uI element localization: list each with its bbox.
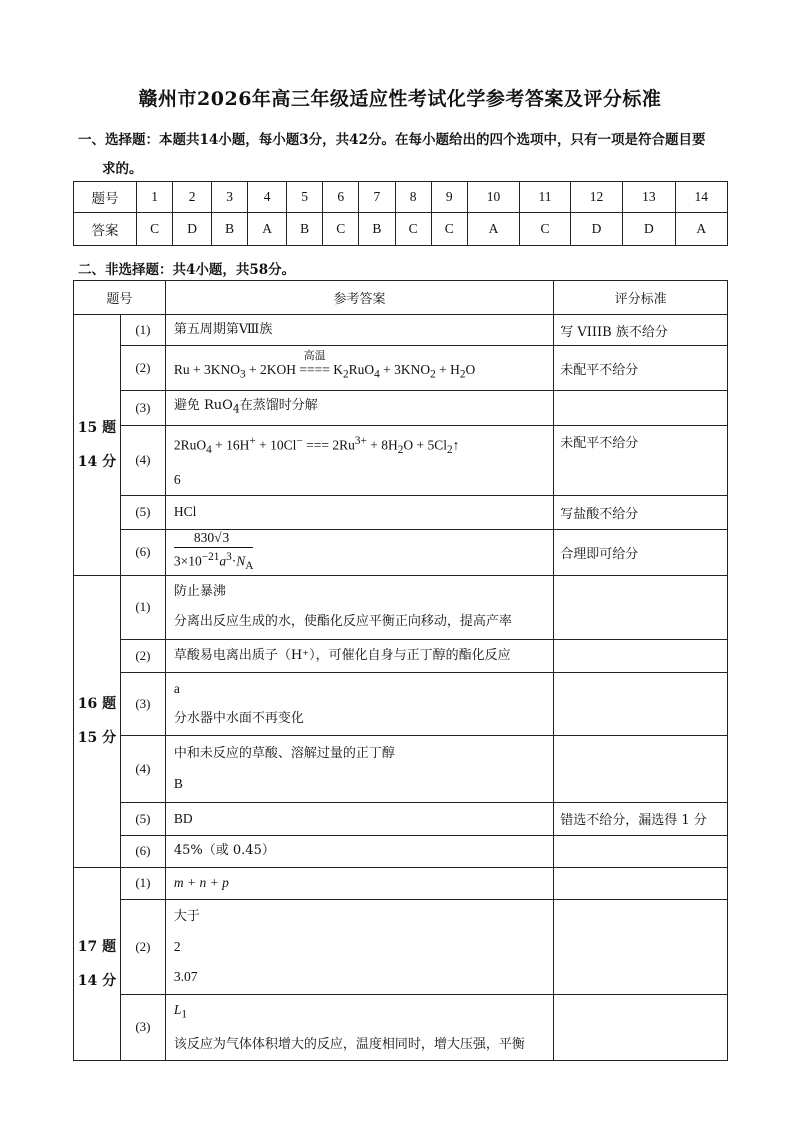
sub-number: (1) [120, 575, 165, 639]
grid-header-row [74, 281, 728, 315]
mcq-number: 1 [137, 182, 173, 213]
mcq-answer: C [431, 213, 467, 246]
table-row [74, 735, 728, 802]
criteria-cell [554, 994, 728, 1060]
question-label-15: 15 题 14 分 [74, 315, 121, 576]
answer-cell: 大于 2 3.07 [165, 899, 553, 994]
criteria-cell: 写 VIIIB 族不给分 [554, 315, 728, 346]
mcq-answer: B [212, 213, 248, 246]
mcq-number: 6 [323, 182, 359, 213]
table-row [74, 867, 728, 899]
mcq-answer: B [359, 213, 395, 246]
section2-intro: 二、非选择题：共4小题，共58分。 [78, 262, 296, 278]
header-criteria: 评分标准 [554, 281, 728, 315]
table-row [74, 994, 728, 1060]
sub-number: (3) [120, 391, 165, 426]
mcq-number: 4 [248, 182, 287, 213]
mcq-number: 2 [173, 182, 212, 213]
sub-number: (4) [120, 425, 165, 495]
criteria-cell [554, 867, 728, 899]
sub-number: (6) [120, 529, 165, 575]
mcq-answer: D [173, 213, 212, 246]
sub-number: (2) [120, 899, 165, 994]
table-row [74, 346, 728, 391]
mcq-answer-row [74, 213, 728, 246]
sub-number: (4) [120, 735, 165, 802]
mcq-answer: B [287, 213, 323, 246]
criteria-cell [554, 735, 728, 802]
mcq-answer: C [323, 213, 359, 246]
mcq-answer: C [137, 213, 173, 246]
answer-cell: 防止暴沸 分离出反应生成的水，使酯化反应平衡正向移动，提高产率 [165, 575, 553, 639]
answer-cell: 中和未反应的草酸、溶解过量的正丁醇 B [165, 735, 553, 802]
criteria-cell: 未配平不给分 [554, 425, 728, 495]
sub-number: (5) [120, 495, 165, 529]
sub-number: (3) [120, 994, 165, 1060]
answer-cell: $L_1$ 该反应为气体体积增大的反应，温度相同时，增大压强，平衡 [165, 994, 553, 1060]
sub-number: (5) [120, 802, 165, 835]
mcq-row-label: 答案 [74, 213, 137, 246]
sub-number: (1) [120, 867, 165, 899]
mcq-answer-table [73, 181, 728, 246]
mcq-number: 5 [287, 182, 323, 213]
answer-cell: BD [165, 802, 553, 835]
mcq-number: 7 [359, 182, 395, 213]
density-fraction: $\frac{830√3}{3\times 10^{-21}a^3\cdot N_A}$ [173, 529, 254, 572]
section1-intro: 一、选择题：本题共14小题，每小题3分，共42分。在每小题给出的四个选项中，只有一项是符合题目要 [78, 132, 706, 148]
mcq-number: 11 [520, 182, 571, 213]
table-row [74, 802, 728, 835]
criteria-cell [554, 639, 728, 672]
mcq-row-label: 题号 [74, 182, 137, 213]
table-row [74, 575, 728, 639]
table-row [74, 529, 728, 575]
sub-number: (1) [120, 315, 165, 346]
mcq-number-row [74, 182, 728, 213]
mcq-number: 9 [431, 182, 467, 213]
header-answer: 参考答案 [165, 281, 553, 315]
mcq-number: 14 [675, 182, 727, 213]
answer-cell: 避免 RuO$_4$在蒸馏时分解 [165, 391, 553, 426]
answer-cell: $Ru + 3KNO_3 + 2KOH$ 高温 ==== $K_2RuO_4 + 3KNO_2 + H_2O$ [165, 346, 553, 391]
mcq-number: 3 [212, 182, 248, 213]
answer-cell: 45%（或 0.45） [165, 835, 553, 867]
criteria-cell: 合理即可给分 [554, 529, 728, 575]
criteria-cell [554, 672, 728, 735]
page-title: 赣州市2026年高三年级适应性考试化学参考答案及评分标准 [138, 88, 662, 110]
criteria-cell [554, 575, 728, 639]
mcq-number: 13 [623, 182, 675, 213]
table-row [74, 391, 728, 426]
reaction-condition: 高温 [303, 349, 326, 362]
table-row [74, 639, 728, 672]
mcq-answer: A [467, 213, 519, 246]
header-question: 题号 [74, 281, 166, 315]
sub-number: (6) [120, 835, 165, 867]
table-row [74, 899, 728, 994]
criteria-cell: 未配平不给分 [554, 346, 728, 391]
mcq-number: 8 [395, 182, 431, 213]
sub-number: (2) [120, 346, 165, 391]
mcq-answer: C [520, 213, 571, 246]
mcq-answer: D [623, 213, 675, 246]
criteria-cell: 错选不给分，漏选得 1 分 [554, 802, 728, 835]
answer-cell: 第五周期第Ⅷ族 [165, 315, 553, 346]
answer-cell [165, 529, 553, 575]
criteria-cell [554, 899, 728, 994]
criteria-cell [554, 835, 728, 867]
mcq-answer: D [570, 213, 622, 246]
mcq-answer: A [248, 213, 287, 246]
mcq-answer: A [675, 213, 727, 246]
answer-cell: HCl [165, 495, 553, 529]
table-row [74, 672, 728, 735]
table-row [74, 835, 728, 867]
answer-cell: m + n + p [165, 867, 553, 899]
section1-intro-cont: 求的。 [102, 161, 143, 177]
sub-number: (2) [120, 639, 165, 672]
table-row [74, 315, 728, 346]
criteria-cell: 写盐酸不给分 [554, 495, 728, 529]
mcq-number: 12 [570, 182, 622, 213]
answer-cell: 草酸易电离出质子（H⁺），可催化自身与正丁醇的酯化反应 [165, 639, 553, 672]
answer-grid [73, 280, 728, 1061]
table-row [74, 425, 728, 495]
table-row [74, 495, 728, 529]
mcq-answer: C [395, 213, 431, 246]
criteria-cell [554, 391, 728, 426]
question-label-17: 17 题 14 分 [74, 867, 121, 1060]
answer-cell: a 分水器中水面不再变化 [165, 672, 553, 735]
mcq-number: 10 [467, 182, 519, 213]
answer-cell: 2RuO$_4$ + 16H+ + 10Cl− === $2Ru^{3+} + 8H_2O$ + $5Cl_2↑$ 6 [165, 425, 553, 495]
question-label-16: 16 题 15 分 [74, 575, 121, 867]
sub-number: (3) [120, 672, 165, 735]
